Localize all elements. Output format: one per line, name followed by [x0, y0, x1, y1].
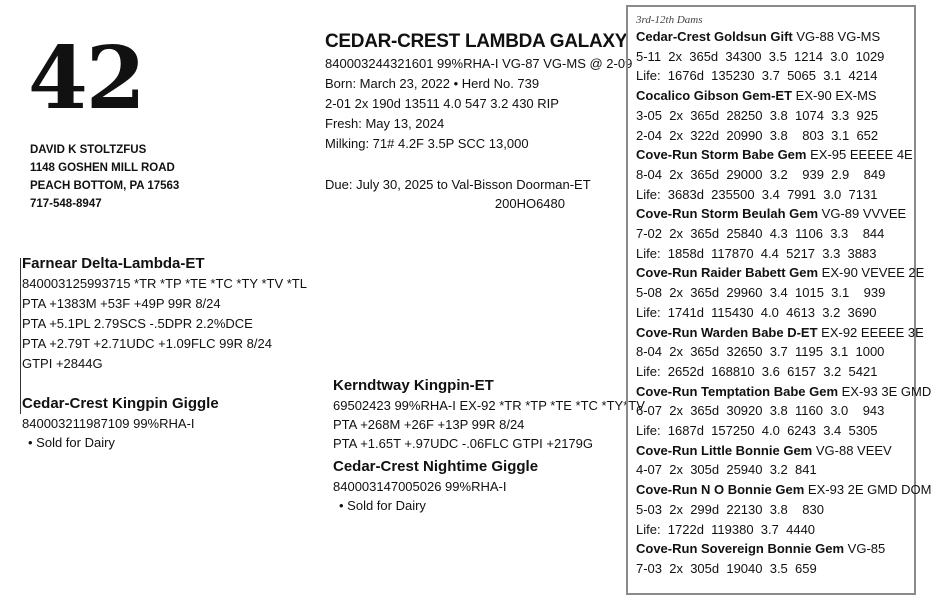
dam-entry-record: Life: 2652d 168810 3.6 6157 3.2 5421 [636, 363, 878, 379]
dam-entry-name-row [636, 86, 914, 106]
sire-pta-line: PTA +5.1PL 2.79SCS -.5DPR 2.2%DCE [22, 316, 253, 331]
sire-gtpi-line: GTPI +2844G [22, 356, 103, 371]
dam-id-line: 840003211987109 99%RHA-I [22, 416, 195, 431]
dam-entry-name: Cove-Run Storm Babe Gem [636, 147, 807, 163]
dam-entry-record: Life: 1741d 115430 4.0 4613 3.2 3690 [636, 304, 877, 320]
consignor-address2: PEACH BOTTOM, PA 17563 [30, 180, 180, 192]
dam-entry-name: Cove-Run Sovereign Bonnie Gem [636, 541, 845, 557]
dam-entry-classification: EX-93 3E GMD [841, 383, 932, 399]
dam-name: Cedar-Crest Kingpin Giggle [22, 395, 219, 412]
maternal-granddam-name: Cedar-Crest Nightime Giggle [333, 458, 539, 475]
animal-born-line: Born: March 23, 2022 • Herd No. 739 [325, 76, 540, 91]
dam-entry-name: Cocalico Gibson Gem-ET [636, 88, 793, 104]
due-date: Due: July 30, 2025 to Val-Bisson Doorman-ET [325, 177, 591, 192]
dam-entry-name: Cove-Run Temptation Babe Gem [636, 383, 839, 399]
sire-id-line: 840003125993715 *TR *TP *TE *TC *TY *TV *TL [22, 276, 307, 291]
consignor-phone: 717-548-8947 [30, 198, 102, 210]
dam-entry-name-row [636, 204, 914, 224]
dam-entry-classification: VG-85 [847, 541, 886, 557]
maternal-grandsire-name: Kerndtway Kingpin-ET [333, 377, 494, 394]
dam-note: • Sold for Dairy [28, 435, 115, 450]
dam-entry-name: Cove-Run Storm Beulah Gem [636, 206, 819, 222]
dam-entry-classification: VG-88 VEEV [815, 442, 892, 458]
dam-entry-classification: EX-95 EEEEE 4E [810, 147, 913, 163]
consignor-name: DAVID K STOLTZFUS [30, 144, 147, 156]
animal-record-line: 2-01 2x 190d 13511 4.0 547 3.2 430 RIP [325, 96, 559, 111]
dams-list [636, 27, 932, 579]
dam-entry-record: 5-08 2x 365d 29960 3.4 1015 3.1 939 [636, 285, 886, 301]
sire-block [22, 254, 307, 374]
dam-entry-classification: VG-88 VG-MS [796, 29, 881, 44]
maternal-granddam-note: • Sold for Dairy [339, 498, 426, 513]
dam-entry-record: 2-04 2x 322d 20990 3.8 803 3.1 652 [636, 127, 879, 143]
animal-milking-line: Milking: 71# 4.2F 3.5P SCC 13,000 [325, 136, 529, 151]
dam-entry-classification: VG-89 VVVEE [821, 206, 907, 222]
dam-entry-record: 7-02 2x 365d 25840 4.3 1106 3.3 844 [636, 226, 885, 242]
consignor-block [30, 141, 179, 213]
dam-entry-name-row [636, 27, 914, 47]
maternal-grandsire-id-line: 69502423 99%RHA-I EX-92 *TR *TP *TE *TC *TY*TV [333, 398, 645, 413]
dam-entry-name-row [636, 145, 914, 165]
maternal-grandsire-pta-line: PTA +268M +26F +13P 99R 8/24 [333, 417, 525, 432]
dam-entry-record: 6-07 2x 365d 30920 3.8 1160 3.0 943 [636, 403, 885, 419]
pedigree-bracket-sire [20, 258, 21, 400]
dam-entry-classification: EX-93 2E GMD DOM [807, 482, 932, 498]
dam-entry-name: Cove-Run Raider Babett Gem [636, 265, 819, 281]
dam-entry-name-row [636, 382, 932, 402]
dam-entry-record: 4-07 2x 305d 25940 3.2 841 [636, 462, 817, 478]
pedigree-bracket-dam [20, 396, 21, 414]
dam-entry-name-row [636, 480, 932, 500]
due-sire-code: 200HO6480 [494, 196, 565, 211]
animal-name: CEDAR-CREST LAMBDA GALAXY [325, 31, 628, 52]
dam-entry-record: 3-05 2x 365d 28250 3.8 1074 3.3 925 [636, 107, 879, 123]
dam-entry-record: 5-11 2x 365d 34300 3.5 1214 3.0 1029 [636, 48, 885, 64]
maternal-grandsire-pta-line: PTA +1.65T +.97UDC -.06FLC GTPI +2179G [333, 436, 594, 451]
sire-pta-line: PTA +2.79T +2.71UDC +1.09FLC 99R 8/24 [22, 336, 272, 351]
dam-entry-record: Life: 1722d 119380 3.7 4440 [636, 521, 816, 537]
maternal-granddam-id-line: 840003147005026 99%RHA-I [333, 479, 507, 494]
dams-box-header: 3rd-12th Dams [636, 14, 703, 26]
dam-entry-record: 8-04 2x 365d 29000 3.2 939 2.9 849 [636, 166, 886, 182]
dam-entry-classification: EX-90 EX-MS [795, 88, 877, 104]
dam-entry-record: Life: 1676d 135230 3.7 5065 3.1 4214 [636, 68, 878, 84]
maternal-granddam-block [333, 457, 538, 515]
due-block [325, 175, 591, 213]
animal-id-line: 840003244321601 99%RHA-I VG-87 VG-MS @ 2-09 [325, 56, 633, 71]
maternal-grandsire-block [333, 376, 645, 453]
dams-box [626, 5, 932, 595]
dam-entry-name: Cove-Run N O Bonnie Gem [636, 482, 805, 498]
dam-block [22, 394, 219, 452]
dam-entry-name: Cedar-Crest Goldsun Gift [636, 29, 793, 44]
sire-name: Farnear Delta-Lambda-ET [22, 255, 205, 272]
dam-entry-name: Cove-Run Warden Babe D-ET [636, 324, 818, 340]
dam-entry-record: 7-03 2x 305d 19040 3.5 659 [636, 560, 817, 576]
dam-entry-record: Life: 1858d 117870 4.4 5217 3.3 3883 [636, 245, 877, 261]
dam-entry-record: 5-03 2x 299d 22130 3.8 830 [636, 501, 824, 517]
animal-fresh-line: Fresh: May 13, 2024 [325, 116, 445, 131]
animal-block [325, 30, 632, 154]
lot-number: 42 [28, 28, 144, 129]
dam-entry-record: Life: 1687d 157250 4.0 6243 3.4 5305 [636, 423, 878, 439]
dam-entry-name: Cove-Run Little Bonnie Gem [636, 442, 813, 458]
dam-entry-classification: EX-90 VEVEE 2E [821, 265, 925, 281]
dam-entry-classification: EX-92 EEEEE 3E [821, 324, 924, 340]
dam-entry-record: 8-04 2x 365d 32650 3.7 1195 3.1 1000 [636, 344, 885, 360]
dam-entry-record: Life: 3683d 235500 3.4 7991 3.0 7131 [636, 186, 878, 202]
dam-entry-name-row [636, 323, 924, 343]
dam-entry-name-row [636, 441, 914, 461]
dam-entry-name-row [636, 263, 925, 283]
consignor-address1: 1148 GOSHEN MILL ROAD [30, 162, 175, 174]
sire-pta-line: PTA +1383M +53F +49P 99R 8/24 [22, 296, 221, 311]
dam-entry-name-row [636, 539, 914, 559]
